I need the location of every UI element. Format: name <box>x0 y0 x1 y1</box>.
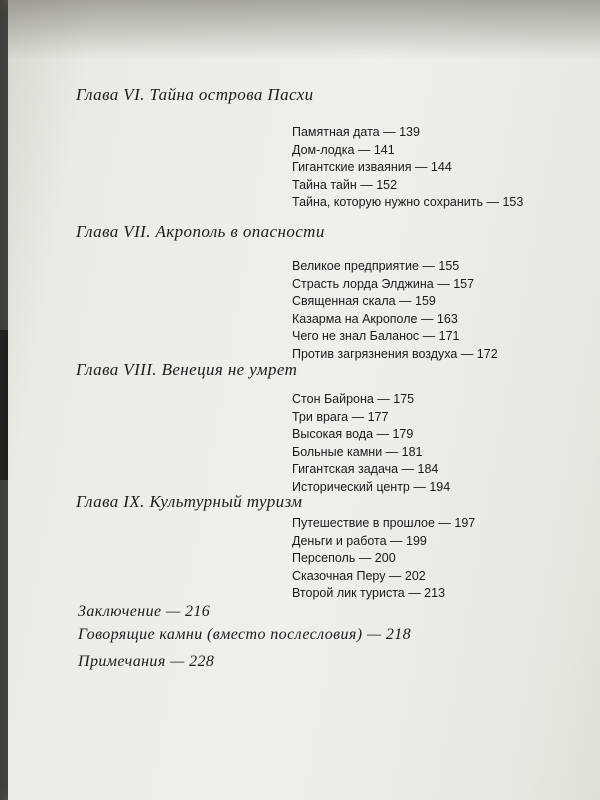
toc-entry: Персеполь — 200 <box>292 551 396 566</box>
chapter-heading: Глава IX. Культурный туризм <box>76 492 303 511</box>
toc-entry: Деньги и работа — 199 <box>292 533 427 548</box>
toc-entry: Памятная дата — 139 <box>292 125 420 139</box>
toc-entry: Высокая вода — 179 <box>292 427 414 442</box>
chapter-entries <box>292 124 523 212</box>
toc-entry: Великое предприятие — 155 <box>292 259 460 273</box>
toc-entry: Второй лик туриста — 213 <box>292 586 446 601</box>
toc-entry: Священная скала — 159 <box>292 294 436 309</box>
toc-entry: Исторический центр — 194 <box>292 479 451 494</box>
toc-entry: Стон Байрона — 175 <box>292 392 415 406</box>
toc-entry: Против загрязнения воздуха — 172 <box>292 346 498 361</box>
toc-closing-entry: Говорящие камни (вместо послесловия) — 218 <box>78 626 412 643</box>
toc-entry: Страсть лорда Элджина — 157 <box>292 276 475 291</box>
toc-entry: Путешествие в прошлое — 197 <box>292 516 476 530</box>
toc-entry: Гигантская задача — 184 <box>292 462 439 477</box>
toc-closing-entry: Примечания — 228 <box>78 653 215 670</box>
toc-entry: Тайна, которую нужно сохранить — 153 <box>292 195 524 210</box>
toc-entry: Чего не знал Баланос — 171 <box>292 329 460 344</box>
chapter-entries <box>292 258 498 364</box>
chapter-heading: Глава VIII. Венеция не умрет <box>76 360 298 379</box>
toc-closing-entry: Заключение — 216 <box>78 603 211 620</box>
toc-entry: Гигантские изваяния — 144 <box>292 160 452 175</box>
toc-entry: Тайна тайн — 152 <box>292 177 398 192</box>
toc-entry: Больные камни — 181 <box>292 444 423 459</box>
toc-entry: Сказочная Перу — 202 <box>292 568 426 583</box>
toc-entry: Дом-лодка — 141 <box>292 142 395 157</box>
chapter-heading: Глава VII. Акрополь в опасности <box>76 222 325 241</box>
chapter-entries <box>292 391 450 497</box>
chapter-heading: Глава VI. Тайна острова Пасхи <box>76 85 314 104</box>
toc-entry: Казарма на Акрополе — 163 <box>292 311 458 326</box>
toc-entry: Три врага — 177 <box>292 409 389 424</box>
chapter-entries <box>292 515 475 603</box>
